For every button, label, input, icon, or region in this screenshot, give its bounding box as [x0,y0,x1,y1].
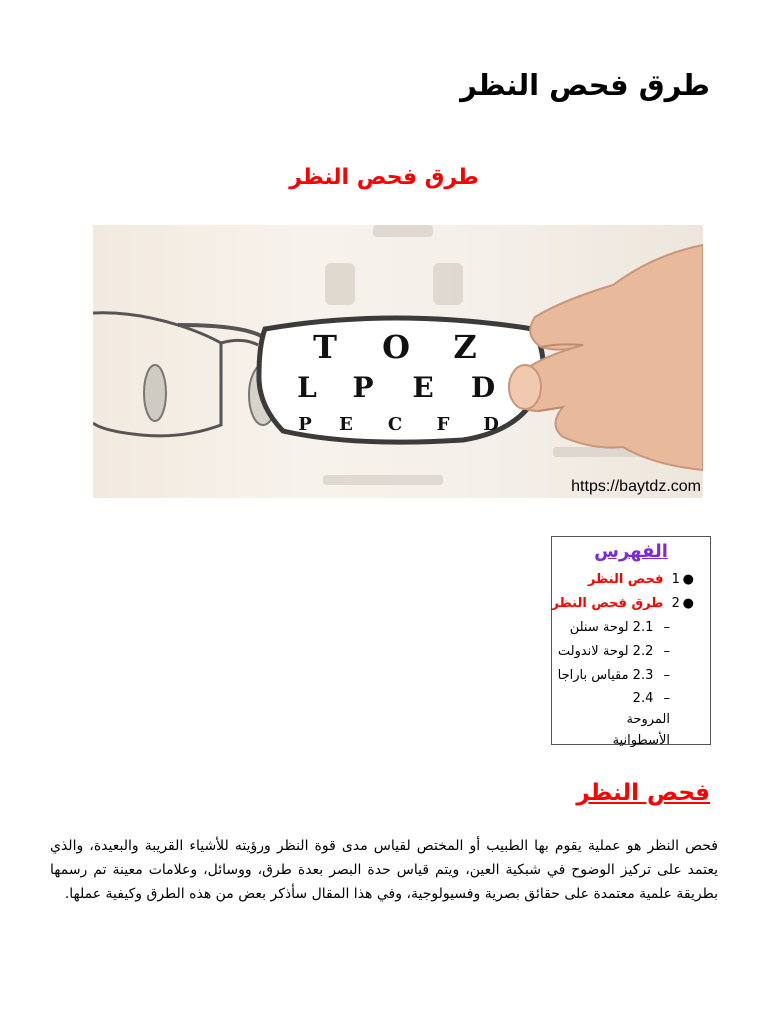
image-source-caption: https://baytdz.com [571,478,701,495]
toc-subitem-cylinder-fan[interactable] [552,688,710,751]
toc-subitem-label[interactable]: 2.3 مقياس باراجا [557,668,654,683]
chart-letter-2-2: P [352,371,374,404]
toc-item-link[interactable]: فحص النظر [587,572,664,587]
chart-letter-1-3: Z [453,328,477,366]
toc-item-number: 2 [671,596,680,611]
chart-letter-2-3: E [412,371,434,404]
toc-subitem-label[interactable]: 2.4 المروحة الأسطوانية [612,691,670,748]
chart-letter-3-5: D [483,414,499,435]
bullet-icon: ● [682,572,694,587]
chart-letter-2-4: D [470,371,496,404]
toc-subitem-snellen[interactable] [552,616,710,640]
toc-heading[interactable]: الفهرس [594,541,668,562]
toc-item-eye-exam-methods[interactable] [552,592,710,616]
chart-letter-3-2: E [339,414,353,435]
chart-letter-1-2: O [382,328,410,366]
toc-item-number: 1 [671,572,680,587]
toc-item-eye-exam[interactable] [552,568,710,592]
chart-letter-3-3: C [387,414,403,435]
toc-subitem-label[interactable]: 2.2 لوحة لاندولت [557,644,654,659]
toc-subitem-landolt[interactable] [552,640,710,664]
toc-item-link[interactable]: طرق فحص النظر [551,596,664,611]
chart-letter-1-1: T [313,328,337,366]
dash-marker: – [663,644,670,659]
dash-marker: – [663,620,670,635]
article-subtitle: طرق فحص النظر [289,165,479,190]
bullet-icon: ● [682,596,694,611]
eye-chart-glasses-image [93,225,703,498]
section-paragraph: فحص النظر هو عملية يقوم بها الطبيب أو المختص لقياس مدى قوة النظر ورؤيته للأشياء القريبة والبعيدة، والذي يعتمد على تركيز الوضوح في شبكية العين، ويتم قياس حدة البصر بعدة طرق، ووسائل، وعلامات معينة تم رسمها بطريقة علمية معتمدة على حقائق بصرية وفسيولوجية، وفي هذا المقال سأذكر بعض من هذه الطرق وكيفية عملها. [50,838,718,902]
table-of-contents [551,536,711,748]
toc-subitem-label[interactable]: 2.1 لوحة سنلن [569,620,654,635]
dash-marker: – [663,691,670,706]
chart-letter-2-1: L [297,371,317,404]
document-title: طرق فحص النظر [460,68,710,102]
section-heading: فحص النظر [576,780,710,806]
chart-letter-3-4: F [436,414,450,435]
toc-subitem-baraja[interactable] [552,664,710,688]
chart-letter-3-1: P [298,414,312,435]
toc-list [552,568,710,751]
glasses-illustration [93,225,703,498]
dash-marker: – [663,668,670,683]
